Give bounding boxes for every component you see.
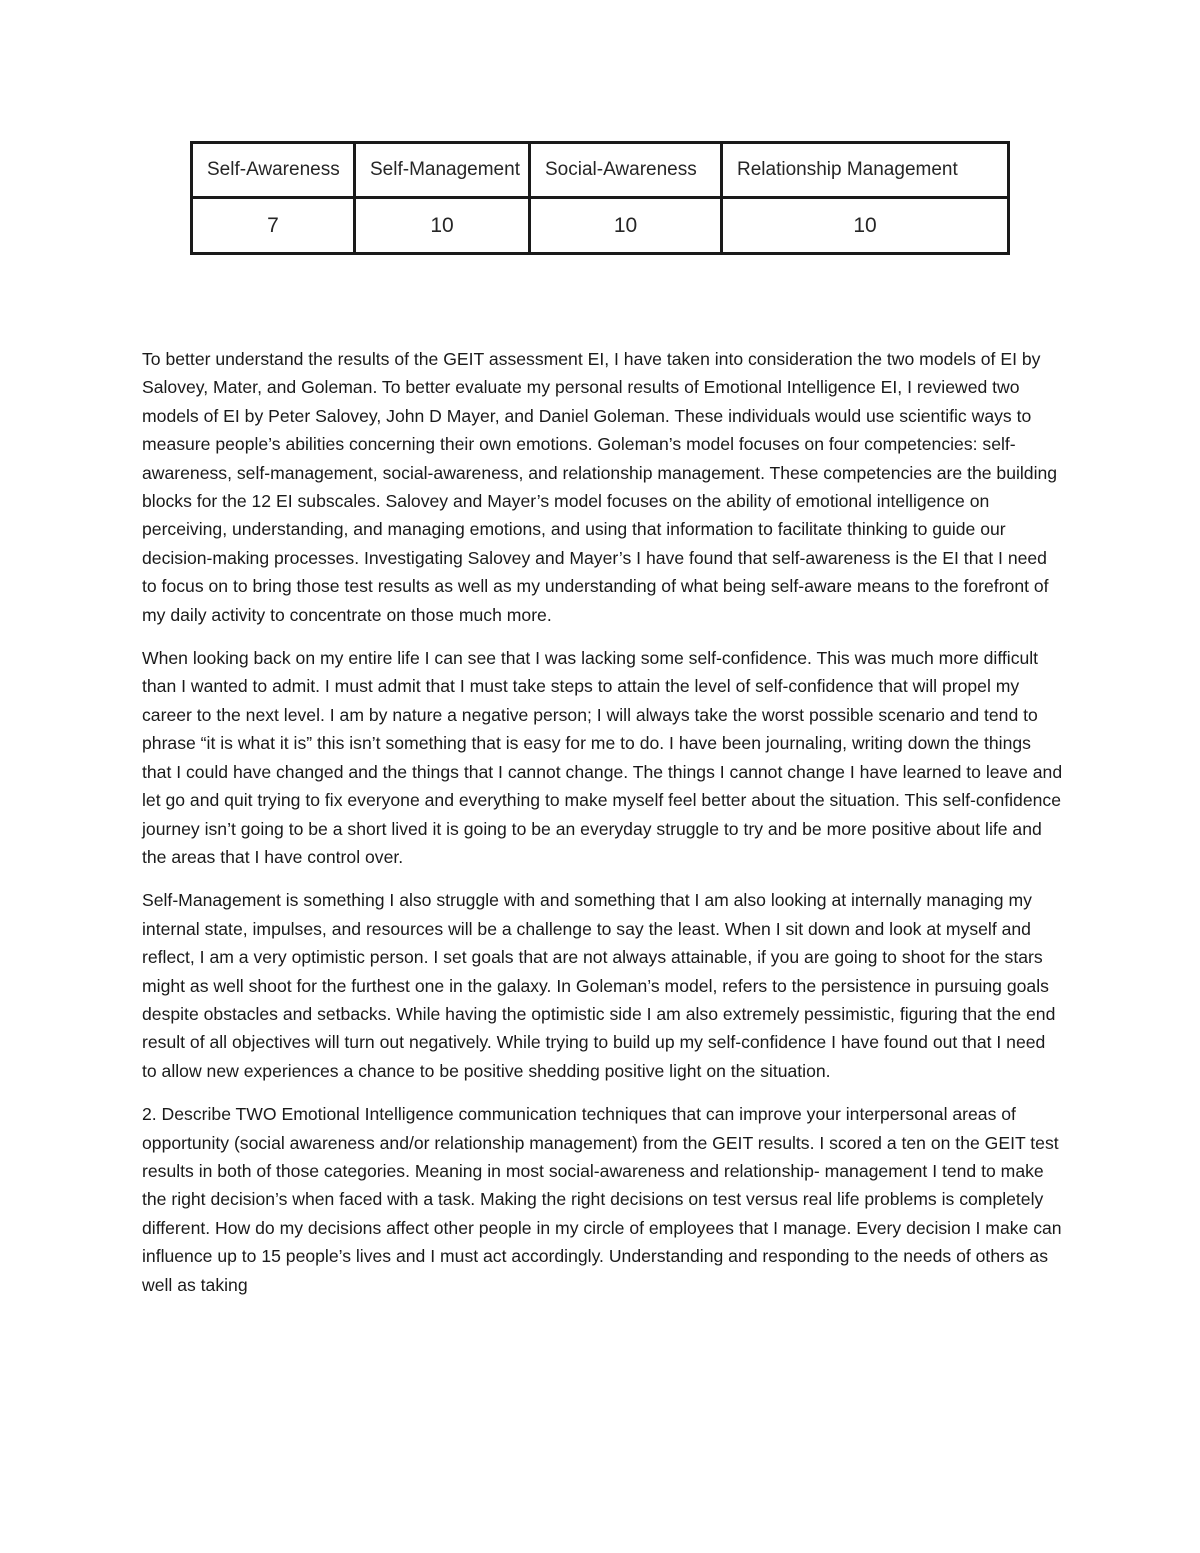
table-values-row	[192, 198, 1009, 254]
ei-scores-table	[190, 141, 1010, 255]
paragraph: 2. Describe TWO Emotional Intelligence communication techniques that can improve your interpersonal areas of opportunity (social awareness and/or relationship management) from the GEIT results. I scored a ten on the GEIT test results in both of those categories. Meaning in most social-awareness and relationship- management I tend to make the right decision’s when faced with a task. Making the right decisions on test versus real life problems is completely different. How do my decisions affect other people in my circle of employees that I manage. Every decision I make can influence up to 15 people’s lives and I must act accordingly. Understanding and responding to the needs of others as well as taking	[142, 1104, 1062, 1295]
value-relationship-management: 10	[722, 198, 1009, 254]
table-header-row	[192, 143, 1009, 198]
value-social-awareness: 10	[530, 198, 722, 254]
value-self-awareness: 7	[192, 198, 355, 254]
essay-body	[142, 345, 1064, 1314]
header-relationship-management: Relationship Management	[722, 143, 1009, 198]
header-self-awareness: Self-Awareness	[192, 143, 355, 198]
header-social-awareness: Social-Awareness	[530, 143, 722, 198]
paragraph: Self-Management is something I also struggle with and something that I am also looking at internally managing my internal state, impulses, and resources will be a challenge to say the least. When I sit down and look at myself and reflect, I am a very optimistic person. I set goals that are not always attainable, if you are going to shoot for the stars might as well shoot for the furthest one in the galaxy. In Goleman’s model, refers to the persistence in pursuing goals despite obstacles and setbacks. While having the optimistic side I am also extremely pessimistic, figuring that the end result of all objectives will turn out negatively. While trying to build up my self-confidence I have found out that I need to allow new experiences a chance to be positive shedding positive light on the situation.	[142, 890, 1056, 1081]
header-self-management: Self-Management	[355, 143, 530, 198]
paragraph: When looking back on my entire life I can see that I was lacking some self-confidence. This was much more difficult than I wanted to admit. I must admit that I must take steps to attain the level of self-confidence that will propel my career to the next level. I am by nature a negative person; I will always take the worst possible scenario and tend to phrase “it is what it is” this isn’t something that is easy for me to do. I have been journaling, writing down the things that I could have changed and the things that I cannot change. The things I cannot change I have learned to leave and let go and quit trying to fix everyone and everything to make myself feel better about the situation. This self-confidence journey isn’t going to be a short lived it is going to be an everyday struggle to try and be more positive about life and the areas that I have control over.	[142, 648, 1063, 867]
paragraph: To better understand the results of the GEIT assessment EI, I have taken into consideration the two models of EI by Salovey, Mater, and Goleman. To better evaluate my personal results of Emotional Intelligence EI, I reviewed two models of EI by Peter Salovey, John D Mayer, and Daniel Goleman. These individuals would use scientific ways to measure people’s abilities concerning their own emotions. Goleman’s model focuses on four competencies: self-awareness, self-management, social-awareness, and relationship management. These competencies are the building blocks for the 12 EI subscales. Salovey and Mayer’s model focuses on the ability of emotional intelligence on perceiving, understanding, and managing emotions, and using that information to facilitate thinking to guide our decision-making processes. Investigating Salovey and Mayer’s I have found that self-awareness is the EI that I need to focus on to bring those test results as well as my understanding of what being self-aware means to the forefront of my daily activity to concentrate on those much more.	[142, 349, 1058, 625]
value-self-management: 10	[355, 198, 530, 254]
